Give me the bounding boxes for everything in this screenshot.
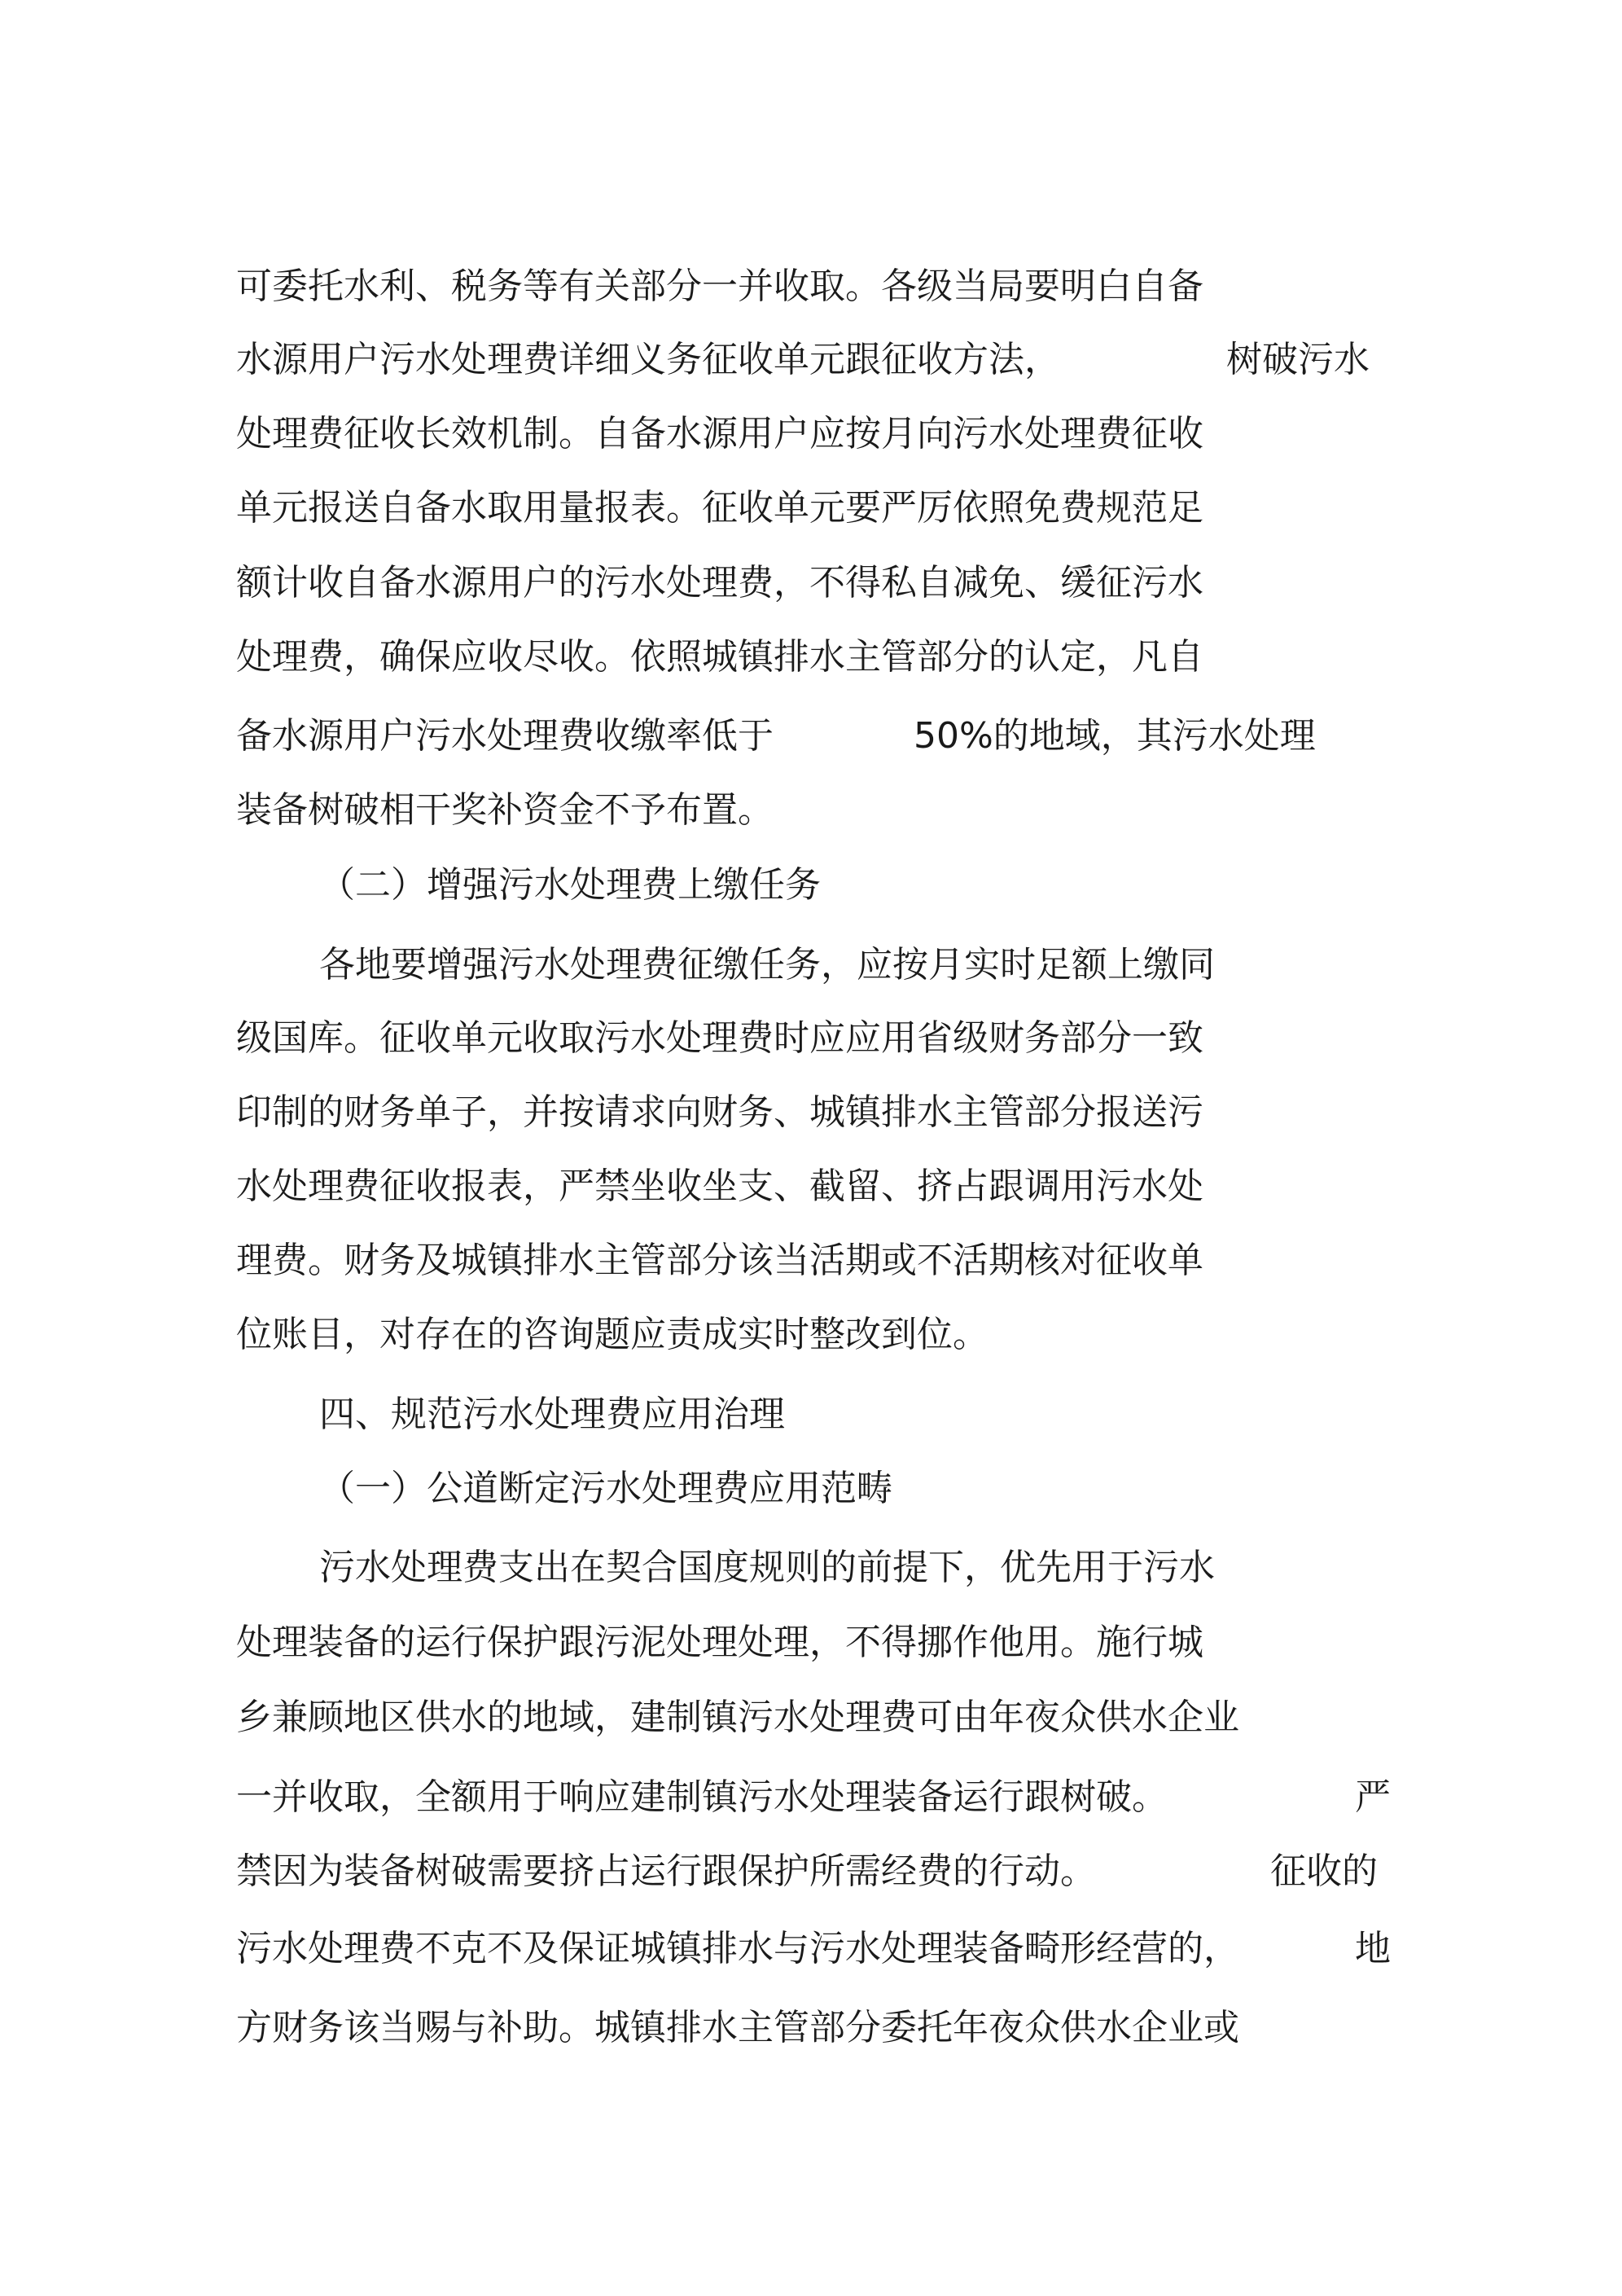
text-line: 位账目，对存在的咨询题应责成实时整改到位。 bbox=[236, 1314, 989, 1355]
text-line: 处理费，确保应收尽收。依照城镇排水主管部分的认定，凡自 bbox=[236, 636, 1203, 678]
text-line: 装备树破相干奖补资金不予布置。 bbox=[236, 789, 774, 831]
text-line: 处理费征收长效机制。自备水源用户应按月向污水处理费征收 bbox=[236, 413, 1203, 454]
section-heading: （二）增强污水处理费上缴任务 bbox=[319, 864, 821, 906]
text-segment: 地 bbox=[1355, 1928, 1391, 1969]
text-line: 污水处理费支出在契合国度规则的前提下，优先用于污水 bbox=[319, 1547, 1215, 1588]
text-line: 可委托水利、税务等有关部分一并收取。各级当局要明白自备 bbox=[236, 266, 1203, 307]
text-segment: 污水处理费不克不及保证城镇排水与污水处理装备畸形经营的， bbox=[236, 1928, 1239, 1969]
text-line: 各地要增强污水处理费征缴任务，应按月实时足额上缴同 bbox=[319, 944, 1215, 986]
text-segment: 50%的地域，其污水处理 bbox=[914, 715, 1316, 757]
text-line: 方财务该当赐与补助。城镇排水主管部分委托年夜众供水企业或 bbox=[236, 2007, 1239, 2048]
text-line: 处理装备的运行保护跟污泥处理处理，不得挪作他用。施行城 bbox=[236, 1622, 1203, 1663]
text-segment: 征收的 bbox=[1270, 1850, 1378, 1892]
section-heading: （一）公道断定污水处理费应用范畴 bbox=[319, 1468, 892, 1509]
text-line: 印制的财务单子，并按请求向财务、城镇排水主管部分报送污 bbox=[236, 1091, 1203, 1133]
text-segment: 禁因为装备树破需要挤占运行跟保护所需经费的行动。 bbox=[236, 1850, 1096, 1892]
text-line: 单元报送自备水取用量报表。征收单元要严厉依照免费规范足 bbox=[236, 487, 1203, 529]
text-segment: 备水源用户污水处理费收缴率低于 bbox=[236, 715, 774, 757]
text-line: 水处理费征收报表，严禁坐收坐支、截留、挤占跟调用污水处 bbox=[236, 1166, 1203, 1207]
text-line: 理费。财务及城镇排水主管部分该当活期或不活期核对征收单 bbox=[236, 1240, 1203, 1281]
text-line: 额计收自备水源用户的污水处理费，不得私自减免、缓征污水 bbox=[236, 562, 1203, 604]
section-heading: 四、规范污水处理费应用治理 bbox=[319, 1394, 785, 1435]
text-segment: 水源用户污水处理费详细义务征收单元跟征收方法， bbox=[236, 339, 1060, 380]
text-line: 乡兼顾地区供水的地域，建制镇污水处理费可由年夜众供水企业 bbox=[236, 1697, 1239, 1738]
text-segment: 严 bbox=[1355, 1776, 1391, 1818]
text-segment: 一并收取，全额用于响应建制镇污水处理装备运行跟树破。 bbox=[236, 1776, 1168, 1818]
text-line: 级国库。征收单元收取污水处理费时应应用省级财务部分一致 bbox=[236, 1017, 1203, 1059]
text-segment: 树破污水 bbox=[1226, 339, 1370, 380]
